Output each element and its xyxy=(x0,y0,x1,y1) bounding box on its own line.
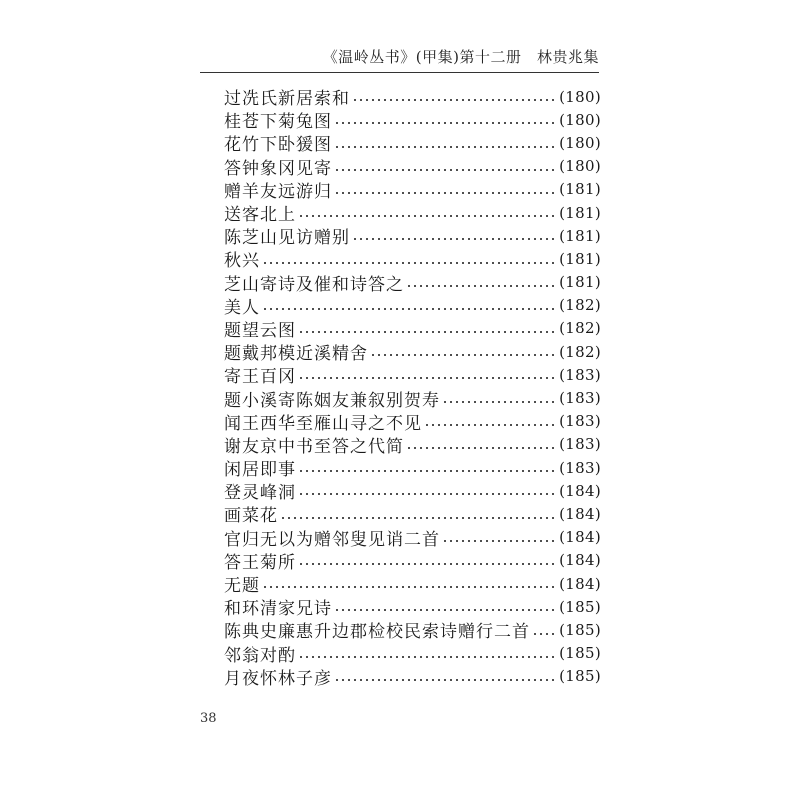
toc-entry-title: 陈芝山见访赠别 xyxy=(224,228,350,249)
toc-entry-page: (181) xyxy=(559,249,601,268)
dot-leader xyxy=(532,624,557,636)
toc-entry-page: (181) xyxy=(559,203,601,222)
dot-leader xyxy=(352,229,557,241)
toc-entry-page: (184) xyxy=(559,481,601,500)
toc-entry-title: 桂苍下菊兔图 xyxy=(224,112,332,133)
toc-entry-title: 登灵峰洞 xyxy=(224,483,296,504)
toc-entry-title: 题望云图 xyxy=(224,320,296,341)
toc-entry xyxy=(224,479,601,502)
dot-leader xyxy=(424,415,557,427)
dot-leader xyxy=(262,299,557,311)
dot-leader xyxy=(334,113,557,125)
toc-entry xyxy=(224,178,601,201)
toc-entry-title: 芝山寄诗及催和诗答之 xyxy=(224,274,404,295)
running-header: 《温岭丛书》(甲集)第十二册 林贵兆集 xyxy=(322,48,599,66)
toc-entry-title: 闻王西华至雁山寻之不见 xyxy=(224,413,422,434)
toc-entry xyxy=(224,526,601,549)
toc-entry xyxy=(224,155,601,178)
toc-entry xyxy=(224,642,601,665)
dot-leader xyxy=(334,160,557,172)
toc-entry xyxy=(224,201,601,224)
toc-entry-page: (181) xyxy=(559,180,601,199)
toc-entry-page: (182) xyxy=(559,296,601,315)
toc-entry-page: (183) xyxy=(559,365,601,384)
toc-entry xyxy=(224,572,601,595)
toc-entry xyxy=(224,386,601,409)
toc-entry-title: 答王菊所 xyxy=(224,552,296,573)
toc-entry-page: (183) xyxy=(559,435,601,454)
toc-entry-page: (185) xyxy=(559,597,601,616)
toc-entry-page: (184) xyxy=(559,574,601,593)
toc-entry xyxy=(224,131,601,154)
toc-entry xyxy=(224,549,601,572)
dot-leader xyxy=(298,322,557,334)
toc-entry-title: 寄王百冈 xyxy=(224,367,296,388)
dot-leader xyxy=(352,90,557,102)
dot-leader xyxy=(406,438,557,450)
toc-entry-title: 赠羊友远游归 xyxy=(224,181,332,202)
toc-entry xyxy=(224,665,601,688)
toc-entry-title: 题小溪寄陈姻友兼叙别贺寿 xyxy=(224,390,440,411)
toc-entry-page: (180) xyxy=(559,87,601,106)
dot-leader xyxy=(280,508,557,520)
toc-entry-page: (184) xyxy=(559,504,601,523)
toc-entry-title: 答钟象冈见寄 xyxy=(224,158,332,179)
toc-entry xyxy=(224,294,601,317)
toc-entry-title: 陈典史廉惠升边郡检校民索诗赠行二首 xyxy=(224,622,530,643)
dot-leader xyxy=(298,461,557,473)
dot-leader xyxy=(298,647,557,659)
toc-entry-page: (181) xyxy=(559,226,601,245)
toc-entry-title: 月夜怀林子彦 xyxy=(224,668,332,689)
toc-entry-title: 官归无以为赠邻叟见诮二首 xyxy=(224,529,440,550)
toc-entry xyxy=(224,247,601,270)
toc-entry-page: (184) xyxy=(559,528,601,547)
dot-leader xyxy=(442,392,557,404)
dot-leader xyxy=(298,206,557,218)
toc-entry xyxy=(224,433,601,456)
header-rule xyxy=(200,72,599,73)
dot-leader xyxy=(370,345,557,357)
toc-entry xyxy=(224,502,601,525)
toc-entry-page: (180) xyxy=(559,110,601,129)
toc-entry-title: 送客北上 xyxy=(224,205,296,226)
toc-entry-title: 题戴邦模近溪精舍 xyxy=(224,344,368,365)
dot-leader xyxy=(406,276,557,288)
page-number: 38 xyxy=(200,711,217,726)
toc-entry-page: (183) xyxy=(559,412,601,431)
toc-entry-title: 无题 xyxy=(224,576,260,597)
toc-entry xyxy=(224,108,601,131)
toc-entry-page: (184) xyxy=(559,551,601,570)
dot-leader xyxy=(298,554,557,566)
toc-entry-page: (180) xyxy=(559,157,601,176)
dot-leader xyxy=(334,600,557,612)
toc-entry-page: (183) xyxy=(559,389,601,408)
dot-leader xyxy=(442,531,557,543)
dot-leader xyxy=(298,368,557,380)
dot-leader xyxy=(334,183,557,195)
toc-entry-title: 过冼氏新居索和 xyxy=(224,89,350,110)
dot-leader xyxy=(334,137,557,149)
toc-entry-title: 和环清家兄诗 xyxy=(224,599,332,620)
toc-entry-title: 闲居即事 xyxy=(224,460,296,481)
toc-entry xyxy=(224,317,601,340)
toc-entry-page: (181) xyxy=(559,273,601,292)
toc-entry-title: 画菜花 xyxy=(224,506,278,527)
toc-entry-page: (183) xyxy=(559,458,601,477)
toc-entry-title: 谢友京中书至答之代简 xyxy=(224,436,404,457)
toc-entry-page: (180) xyxy=(559,133,601,152)
toc-entry-page: (185) xyxy=(559,667,601,686)
toc-entry xyxy=(224,618,601,641)
toc-entry-title: 美人 xyxy=(224,297,260,318)
dot-leader xyxy=(334,670,557,682)
dot-leader xyxy=(262,253,557,265)
toc-entry xyxy=(224,410,601,433)
toc-entry xyxy=(224,363,601,386)
toc-entry xyxy=(224,224,601,247)
dot-leader xyxy=(298,484,557,496)
toc-entry-title: 花竹下卧猨图 xyxy=(224,135,332,156)
toc-entry xyxy=(224,595,601,618)
toc-entry-page: (182) xyxy=(559,342,601,361)
toc-entry-title: 邻翁对酌 xyxy=(224,645,296,666)
toc-entry-page: (185) xyxy=(559,620,601,639)
dot-leader xyxy=(262,577,557,589)
toc-entry-page: (182) xyxy=(559,319,601,338)
toc-entry-title: 秋兴 xyxy=(224,251,260,272)
toc-entry xyxy=(224,456,601,479)
toc-entry-page: (185) xyxy=(559,644,601,663)
table-of-contents xyxy=(224,85,601,688)
toc-entry xyxy=(224,271,601,294)
toc-entry xyxy=(224,85,601,108)
toc-entry xyxy=(224,340,601,363)
